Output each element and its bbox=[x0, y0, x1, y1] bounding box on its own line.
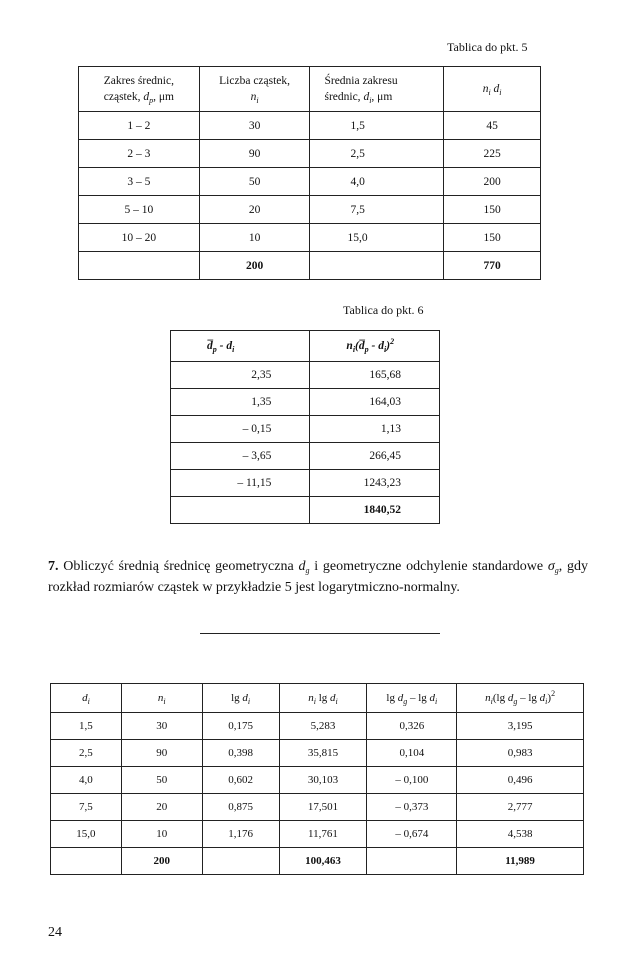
table-row bbox=[171, 443, 440, 470]
table3-header-lgdi bbox=[202, 684, 279, 713]
table3-header-diff bbox=[367, 684, 457, 713]
table-cell: 1,35 bbox=[171, 389, 310, 416]
table-cell: 20 bbox=[121, 794, 202, 821]
table-cell: 150 bbox=[444, 196, 541, 224]
header-text: lg bbox=[231, 692, 243, 704]
table1-header-mean bbox=[310, 67, 444, 112]
table-cell: 3 – 5 bbox=[79, 168, 200, 196]
subscript-g: g bbox=[513, 697, 518, 706]
symbol-d: d bbox=[363, 91, 370, 103]
table-cell bbox=[367, 848, 457, 875]
section-divider bbox=[200, 633, 440, 634]
table3-total-nilgdi: 100,463 bbox=[279, 848, 367, 875]
table-cell: 165,68 bbox=[310, 362, 440, 389]
table-row bbox=[171, 389, 440, 416]
header-text: lg bbox=[386, 692, 398, 704]
table-cell: 10 bbox=[199, 224, 310, 252]
table-row bbox=[171, 362, 440, 389]
table-cell bbox=[310, 252, 444, 280]
table-cell: 1,13 bbox=[310, 416, 440, 443]
table3-total-weighted: 11,989 bbox=[457, 848, 584, 875]
table-cell: 0,398 bbox=[202, 740, 279, 767]
table-row bbox=[79, 140, 541, 168]
subscript-i: i bbox=[232, 345, 235, 354]
subscript-i: i bbox=[335, 697, 338, 706]
table-cell: 0,496 bbox=[457, 767, 584, 794]
table-cell: 5,283 bbox=[279, 713, 367, 740]
table-cell: 0,875 bbox=[202, 794, 279, 821]
table-cell: 90 bbox=[121, 740, 202, 767]
subscript-i: i bbox=[545, 697, 548, 706]
table-cell: 225 bbox=[444, 140, 541, 168]
table3-header-di bbox=[51, 684, 122, 713]
symbol-n: n bbox=[157, 692, 164, 704]
table1-total-count: 200 bbox=[199, 252, 310, 280]
table-cell: 3,195 bbox=[457, 713, 584, 740]
table-cell: 2,777 bbox=[457, 794, 584, 821]
table3-header-nilgdi bbox=[279, 684, 367, 713]
table-cell bbox=[51, 848, 122, 875]
table-cell: – 0,15 bbox=[171, 416, 310, 443]
header-text: cząstek, bbox=[103, 91, 144, 103]
symbol-n: n bbox=[346, 340, 353, 352]
subscript-i: i bbox=[435, 697, 438, 706]
table-row bbox=[51, 713, 584, 740]
table-row bbox=[51, 794, 584, 821]
table-cell: 150 bbox=[444, 224, 541, 252]
problem-text: Obliczyć średnią średnicę geometryczna bbox=[58, 559, 299, 574]
table-cell: 1,5 bbox=[310, 112, 444, 140]
symbol-d: d bbox=[429, 692, 436, 704]
symbol-n: n bbox=[482, 83, 489, 95]
table-cell bbox=[202, 848, 279, 875]
table3-totals-row bbox=[51, 848, 584, 875]
header-text: Zakres średnic, bbox=[103, 75, 174, 87]
table-row bbox=[51, 740, 584, 767]
table1-caption: Tablica do pkt. 5 bbox=[447, 40, 528, 54]
table-cell: 5 – 10 bbox=[79, 196, 200, 224]
table-cell: 7,5 bbox=[51, 794, 122, 821]
header-text: średnic, bbox=[324, 91, 364, 103]
table-cell: 2 – 3 bbox=[79, 140, 200, 168]
table1-header-count bbox=[199, 67, 310, 112]
symbol-d: - d bbox=[368, 340, 384, 352]
superscript-2: 2 bbox=[551, 689, 556, 698]
symbol-dbar: d̅ bbox=[207, 340, 213, 352]
subscript-i: i bbox=[163, 697, 166, 706]
subscript-i: i bbox=[488, 88, 491, 97]
table-cell: 15,0 bbox=[51, 821, 122, 848]
header-unit: , μm bbox=[153, 91, 174, 103]
table-cell: 90 bbox=[199, 140, 310, 168]
subscript-g: g bbox=[305, 566, 310, 575]
table-cell: 2,5 bbox=[310, 140, 444, 168]
problem-number: 7. bbox=[48, 559, 59, 574]
table1-total-product: 770 bbox=[444, 252, 541, 280]
table-cell: – 0,100 bbox=[367, 767, 457, 794]
table-cell bbox=[171, 497, 310, 524]
subscript-p: p bbox=[149, 96, 154, 105]
table2-header-weighted bbox=[310, 331, 440, 362]
symbol-d: d bbox=[397, 692, 404, 704]
header-text: Średnia zakresu bbox=[324, 75, 398, 87]
subscript-i: i bbox=[256, 96, 259, 105]
table-cell: 4,538 bbox=[457, 821, 584, 848]
header-text: Liczba cząstek, bbox=[219, 75, 291, 87]
table-row bbox=[79, 196, 541, 224]
subscript-i: i bbox=[369, 96, 372, 105]
table-row bbox=[51, 767, 584, 794]
table-cell: 200 bbox=[444, 168, 541, 196]
table-cell: 20 bbox=[199, 196, 310, 224]
table-cell: 50 bbox=[121, 767, 202, 794]
table3-header-ni bbox=[121, 684, 202, 713]
table-cell: 4,0 bbox=[51, 767, 122, 794]
paren: ) bbox=[386, 340, 391, 352]
table-row bbox=[51, 821, 584, 848]
symbol-sigma: σ bbox=[547, 559, 555, 574]
subscript-i: i bbox=[352, 345, 356, 354]
header-text: (lg bbox=[492, 692, 508, 704]
header-text: – lg bbox=[517, 692, 540, 704]
table1-totals-row bbox=[79, 252, 541, 280]
table-cell: – 11,15 bbox=[171, 470, 310, 497]
symbol-d: d bbox=[490, 83, 500, 95]
table3 bbox=[50, 683, 584, 875]
symbol-d: - d bbox=[216, 340, 233, 352]
table-cell: 0,104 bbox=[367, 740, 457, 767]
table1 bbox=[78, 66, 541, 280]
header-text: – lg bbox=[407, 692, 430, 704]
table3-header-row bbox=[51, 684, 584, 713]
superscript-2: 2 bbox=[390, 337, 395, 346]
table-cell: 30 bbox=[199, 112, 310, 140]
table-cell: 164,03 bbox=[310, 389, 440, 416]
table-cell: 0,983 bbox=[457, 740, 584, 767]
subscript-i: i bbox=[383, 345, 387, 354]
table-row bbox=[171, 416, 440, 443]
header-text: lg bbox=[315, 692, 330, 704]
paren: ) bbox=[547, 692, 552, 704]
symbol-d: d bbox=[507, 692, 514, 704]
table-cell: 15,0 bbox=[310, 224, 444, 252]
table-cell: 1,5 bbox=[51, 713, 122, 740]
table-cell: – 3,65 bbox=[171, 443, 310, 470]
table1-header-product bbox=[444, 67, 541, 112]
table-row bbox=[171, 470, 440, 497]
symbol-d: d bbox=[298, 559, 306, 574]
subscript-p: p bbox=[212, 345, 217, 354]
subscript-g: g bbox=[403, 697, 408, 706]
table-cell: 35,815 bbox=[279, 740, 367, 767]
subscript-i: i bbox=[499, 88, 502, 97]
subscript-i: i bbox=[490, 697, 493, 706]
problem-7-text bbox=[48, 556, 588, 598]
symbol-n: n bbox=[308, 692, 314, 704]
symbol-d: d bbox=[143, 91, 150, 103]
table-cell: 50 bbox=[199, 168, 310, 196]
table2-total: 1840,52 bbox=[310, 497, 440, 524]
symbol-d: d bbox=[242, 692, 248, 704]
table-cell: 30 bbox=[121, 713, 202, 740]
table2-totals-row bbox=[171, 497, 440, 524]
table2-header-row bbox=[171, 331, 440, 362]
symbol-n: n bbox=[485, 692, 491, 704]
table-cell: – 0,674 bbox=[367, 821, 457, 848]
table-cell: 2,5 bbox=[51, 740, 122, 767]
table-cell: 0,326 bbox=[367, 713, 457, 740]
table-cell: 2,35 bbox=[171, 362, 310, 389]
table-cell: 1,176 bbox=[202, 821, 279, 848]
table1-header-range bbox=[79, 67, 200, 112]
table-cell: 10 – 20 bbox=[79, 224, 200, 252]
symbol-d: d bbox=[330, 692, 336, 704]
table-cell: 30,103 bbox=[279, 767, 367, 794]
table-cell: 1243,23 bbox=[310, 470, 440, 497]
table-cell: 266,45 bbox=[310, 443, 440, 470]
table-row bbox=[79, 224, 541, 252]
subscript-g: g bbox=[554, 566, 559, 575]
table-cell: – 0,373 bbox=[367, 794, 457, 821]
table-cell: 1 – 2 bbox=[79, 112, 200, 140]
subscript-i: i bbox=[87, 697, 90, 706]
subscript-p: p bbox=[364, 345, 369, 354]
symbol-dbar: (d̅ bbox=[355, 340, 365, 352]
header-unit: , μm bbox=[371, 91, 393, 103]
table-cell: 0,602 bbox=[202, 767, 279, 794]
table-cell: 10 bbox=[121, 821, 202, 848]
table3-header-weighted bbox=[457, 684, 584, 713]
table2-caption: Tablica do pkt. 6 bbox=[343, 303, 424, 317]
table-cell: 7,5 bbox=[310, 196, 444, 224]
symbol-d: d bbox=[82, 692, 88, 704]
subscript-i: i bbox=[247, 697, 251, 706]
problem-text: , gdy rozkład rozmiarów cząstek w przykładzie 5 jest logarytmiczno-normalny. bbox=[48, 559, 588, 595]
table-cell: 17,501 bbox=[279, 794, 367, 821]
table3-total-count: 200 bbox=[121, 848, 202, 875]
problem-text: i geometryczne odchylenie standardowe bbox=[309, 559, 548, 574]
table-cell: 0,175 bbox=[202, 713, 279, 740]
table-cell: 4,0 bbox=[310, 168, 444, 196]
symbol-d: d bbox=[539, 692, 546, 704]
table2-header-diff bbox=[171, 331, 310, 362]
table2 bbox=[170, 330, 440, 524]
table-row bbox=[79, 112, 541, 140]
page-number: 24 bbox=[48, 925, 62, 940]
table-cell bbox=[79, 252, 200, 280]
table-row bbox=[79, 168, 541, 196]
table1-header-row bbox=[79, 67, 541, 112]
subscript-i: i bbox=[313, 697, 316, 706]
symbol-n: n bbox=[250, 91, 257, 103]
table-cell: 45 bbox=[444, 112, 541, 140]
table-cell: 11,761 bbox=[279, 821, 367, 848]
